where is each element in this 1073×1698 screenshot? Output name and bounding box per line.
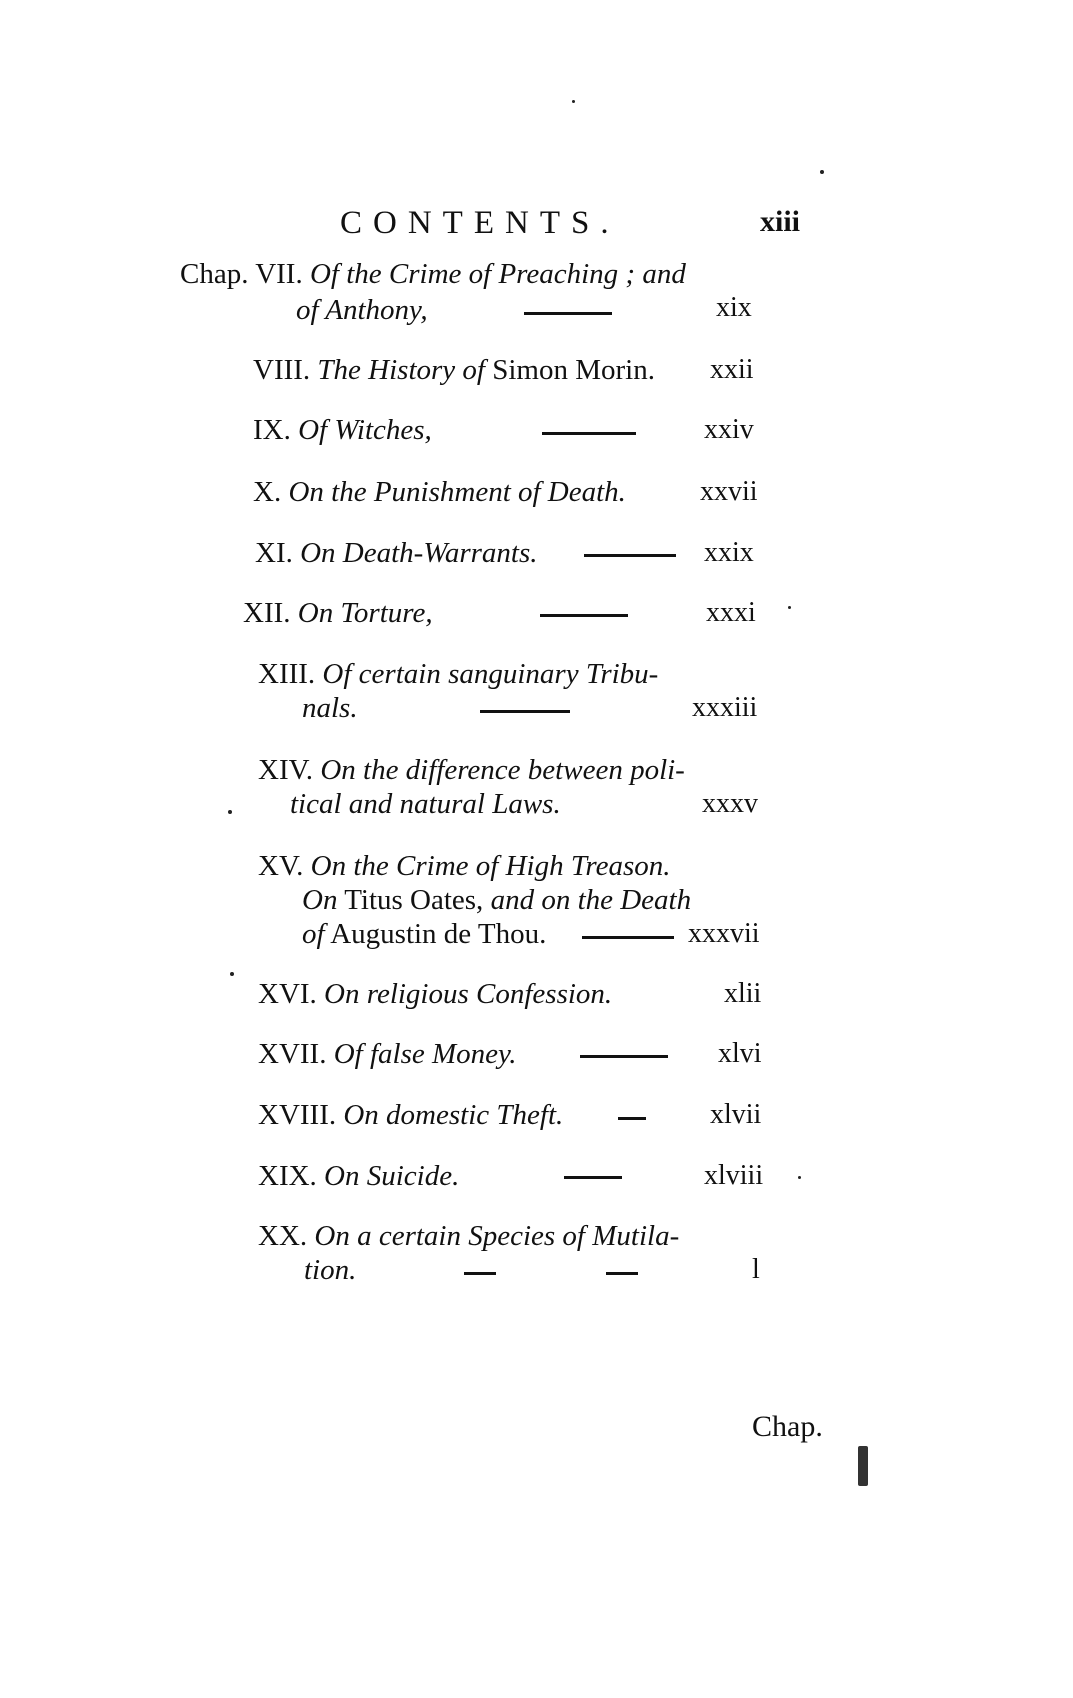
toc-entry-xi [255, 535, 538, 571]
page-title: CONTENTS. [340, 205, 620, 241]
chapter-title: On domestic Theft. [343, 1099, 564, 1131]
toc-entry-xiv [258, 752, 685, 788]
chapter-title: On religious Confession. [324, 978, 613, 1010]
toc-entry-xiv-cont: tical and natural Laws. [290, 788, 561, 820]
leader-dash [580, 1055, 668, 1058]
page-ref: xxix [704, 537, 754, 568]
toc-entry-vii-cont: of Anthony, [296, 294, 428, 326]
chapter-title: On the difference between poli- [320, 754, 685, 786]
leader-dash [584, 554, 676, 557]
leader-dash [618, 1117, 646, 1120]
chap-label: Chap. [180, 258, 249, 290]
leader-dash [464, 1272, 496, 1275]
page-ref: xlvi [718, 1038, 762, 1069]
toc-entry-xiii [258, 656, 658, 692]
chapter-numeral: X. [253, 476, 282, 508]
chapter-numeral: VIII. [253, 354, 311, 386]
chapter-numeral: XX. [258, 1220, 308, 1252]
page-ref: xxxv [702, 788, 758, 819]
chapter-title: On Torture, [297, 597, 433, 629]
page-ref: xxxvii [688, 918, 760, 949]
chapter-numeral: XIX. [258, 1160, 317, 1192]
chapter-numeral: XVII. [258, 1038, 327, 1070]
leader-dash [480, 710, 570, 713]
toc-entry-viii [253, 352, 655, 388]
toc-entry-xvii [258, 1036, 517, 1072]
page-ref: xxii [710, 354, 754, 385]
page-number: xiii [760, 205, 801, 238]
page-ref: xxxiii [692, 692, 758, 723]
page-ref: l [752, 1254, 760, 1285]
toc-entry-xv-line3 [302, 916, 546, 952]
chapter-title: The History of [317, 354, 485, 386]
page-ref: xix [716, 292, 752, 323]
page-ref: xlii [724, 978, 762, 1009]
chapter-title: On a certain Species of Mutila- [314, 1220, 680, 1252]
leader-dash [542, 432, 636, 435]
chapter-numeral: XVI. [258, 978, 317, 1010]
toc-entry-xii [243, 595, 433, 631]
catchword: Chap. [752, 1410, 823, 1443]
chapter-numeral: XI. [255, 537, 293, 569]
title-part-name: Augustin de Thou. [330, 918, 547, 950]
chapter-title: On Death-Warrants. [300, 537, 538, 569]
toc-entry-x [253, 474, 626, 510]
page-ref: xxiv [704, 414, 754, 445]
chapter-numeral: XIII. [258, 658, 316, 690]
toc-entry-xvi [258, 976, 612, 1012]
chapter-title-name: Simon Morin. [492, 354, 655, 386]
chapter-numeral: XVIII. [258, 1099, 337, 1131]
toc-entry-xv-line2 [302, 882, 691, 918]
toc-entry-vii [180, 256, 686, 292]
leader-dash [606, 1272, 638, 1275]
chapter-title: On the Punishment of Death. [288, 476, 626, 508]
chapter-title: Of certain sanguinary Tribu- [322, 658, 659, 690]
chapter-numeral: VII. [255, 258, 303, 290]
title-part: of [302, 918, 325, 950]
toc-entry-xiii-cont: nals. [302, 692, 358, 724]
leader-dash [524, 312, 612, 315]
chapter-title: On the Crime of High Treason. [310, 850, 671, 882]
print-speck [228, 810, 232, 814]
leader-dash [564, 1176, 622, 1179]
title-part-name: Titus Oates, [344, 884, 484, 916]
chapter-numeral: XIV. [258, 754, 314, 786]
chapter-title: Of false Money. [333, 1038, 517, 1070]
page-edge-mark [858, 1446, 868, 1486]
toc-entry-xv [258, 848, 670, 884]
page-ref: xxvii [700, 476, 758, 507]
toc-entry-xx [258, 1218, 679, 1254]
print-speck [820, 170, 824, 174]
toc-entry-xviii [258, 1097, 563, 1133]
toc-entry-xx-cont: tion. [304, 1254, 357, 1286]
page-ref: xlviii [704, 1160, 764, 1191]
chapter-numeral: XII. [243, 597, 291, 629]
print-speck [230, 972, 234, 976]
leader-dash [540, 614, 628, 617]
toc-entry-ix [253, 412, 432, 448]
print-speck [572, 100, 575, 103]
toc-entry-xix [258, 1158, 459, 1194]
page-ref: xlvii [710, 1099, 762, 1130]
leader-dash [582, 936, 674, 939]
print-speck [788, 606, 791, 609]
chapter-title: Of Witches, [298, 414, 432, 446]
chapter-title: Of the Crime of Preaching ; and [309, 258, 686, 290]
title-part: On [302, 884, 338, 916]
page-ref: xxxi [706, 597, 756, 628]
title-part: and on the Death [490, 884, 692, 916]
chapter-numeral: IX. [253, 414, 291, 446]
print-speck [798, 1176, 801, 1179]
chapter-numeral: XV. [258, 850, 304, 882]
chapter-title: On Suicide. [324, 1160, 460, 1192]
